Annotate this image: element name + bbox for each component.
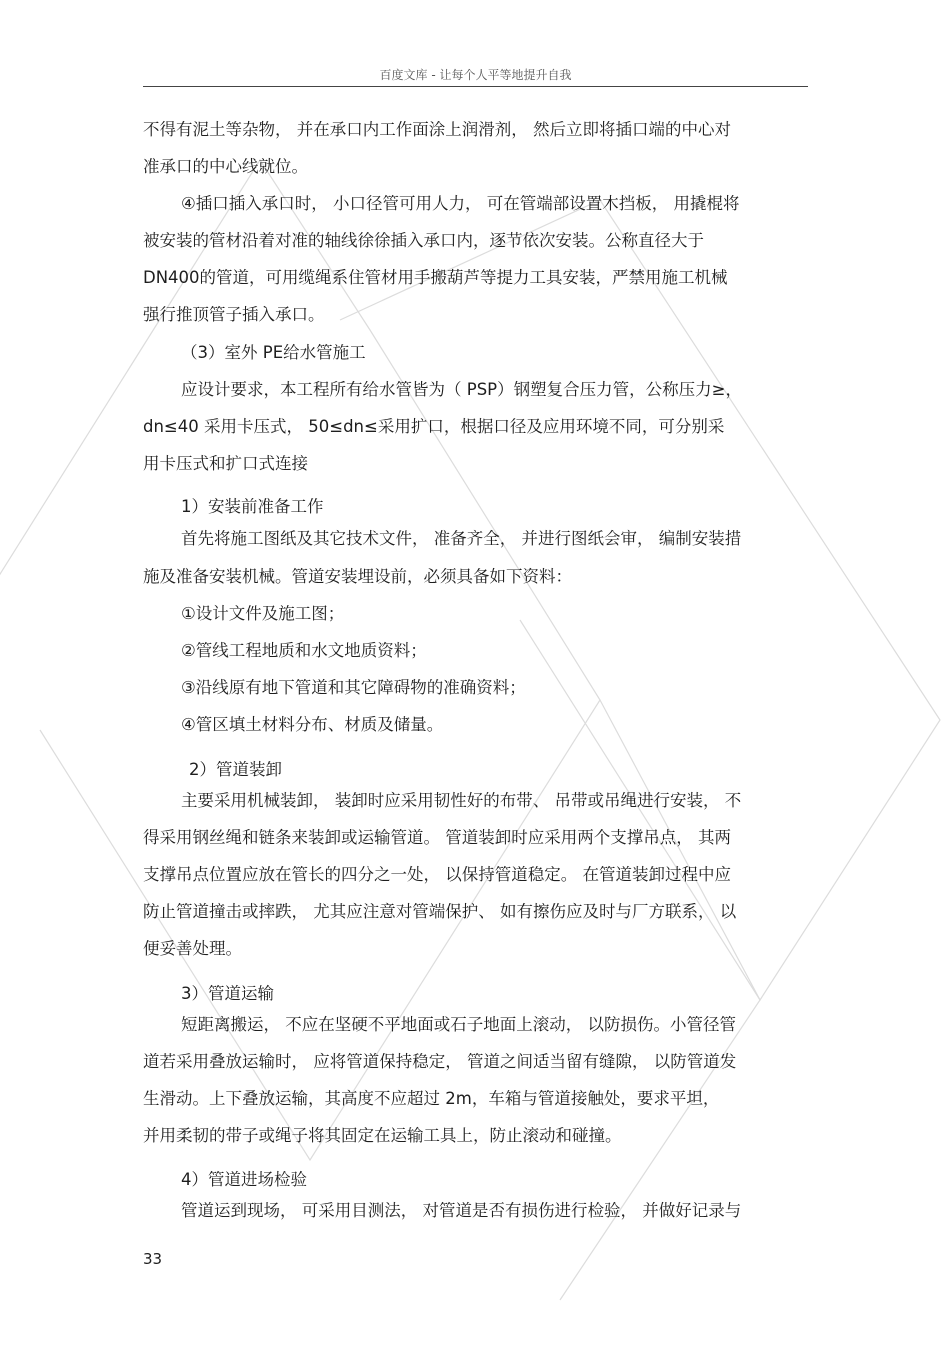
text-line: 主要采用机械装卸， 装卸时应采用韧性好的布带、 吊带或吊绳进行安装， 不 [181, 791, 742, 810]
list-item: ③沿线原有地下管道和其它障碍物的准确资料； [181, 678, 526, 697]
subsection-heading: 4）管道进场检验 [181, 1170, 307, 1189]
text-line: ④插口插入承口时， 小口径管可用人力， 可在管端部设置木挡板， 用撬棍将 [181, 194, 740, 213]
text-line: 生滑动。上下叠放运输，其高度不应超过 2m，车箱与管道接触处，要求平坦， [143, 1089, 720, 1108]
text-line: 短距离搬运， 不应在坚硬不平地面或石子地面上滚动， 以防损伤。小管径管 [181, 1015, 736, 1034]
text-line: 被安装的管材沿着对准的轴线徐徐插入承口内，逐节依次安装。公称直径大于 [143, 231, 704, 250]
text-line: 便妥善处理。 [143, 939, 242, 958]
text-line: 施及准备安装机械。管道安装埋设前，必须具备如下资料： [143, 567, 572, 586]
text-line: DN400的管道，可用缆绳系住管材用手搬葫芦等提力工具安装，严禁用施工机械 [143, 268, 728, 287]
subsection-heading: 1）安装前准备工作 [181, 497, 324, 516]
text-line: 不得有泥土等杂物， 并在承口内工作面涂上润滑剂， 然后立即将插口端的中心对 [143, 120, 731, 139]
text-line: 防止管道撞击或摔跌， 尤其应注意对管端保护、 如有擦伤应及时与厂方联系， 以 [143, 902, 737, 921]
text-line: 得采用钢丝绳和链条来装卸或运输管道。 管道装卸时应采用两个支撑吊点， 其两 [143, 828, 731, 847]
text-line: 用卡压式和扩口式连接 [143, 454, 308, 473]
subsection-heading: 2）管道装卸 [189, 760, 282, 779]
text-line: 管道运到现场， 可采用目测法， 对管道是否有损伤进行检验， 并做好记录与 [181, 1201, 742, 1220]
list-item: ①设计文件及施工图； [181, 604, 345, 623]
text-line: 并用柔韧的带子或绳子将其固定在运输工具上，防止滚动和碰撞。 [143, 1126, 622, 1145]
page-number: 33 [143, 1250, 163, 1268]
list-item: ④管区填土材料分布、材质及储量。 [181, 715, 444, 734]
text-line: 应设计要求，本工程所有给水管皆为（ PSP）钢塑复合压力管，公称压力≥， [181, 380, 742, 399]
text-line: 支撑吊点位置应放在管长的四分之一处， 以保持管道稳定。 在管道装卸过程中应 [143, 865, 731, 884]
subsection-heading: 3）管道运输 [181, 984, 274, 1003]
list-item: ②管线工程地质和水文地质资料； [181, 641, 427, 660]
header-divider [143, 86, 808, 87]
text-line: 强行推顶管子插入承口。 [143, 305, 325, 324]
text-line: dn≤40 采用卡压式， 50≤dn≤采用扩口，根据口径及应用环境不同，可分别采 [143, 417, 725, 436]
text-line: 准承口的中心线就位。 [143, 157, 308, 176]
text-line: 道若采用叠放运输时， 应将管道保持稳定， 管道之间适当留有缝隙， 以防管道发 [143, 1052, 737, 1071]
page-header: 百度文库 - 让每个人平等地提升自我 [379, 68, 572, 82]
section-heading: （3）室外 PE给水管施工 [181, 343, 366, 362]
text-line: 首先将施工图纸及其它技术文件， 准备齐全， 并进行图纸会审， 编制安装措 [181, 529, 742, 548]
